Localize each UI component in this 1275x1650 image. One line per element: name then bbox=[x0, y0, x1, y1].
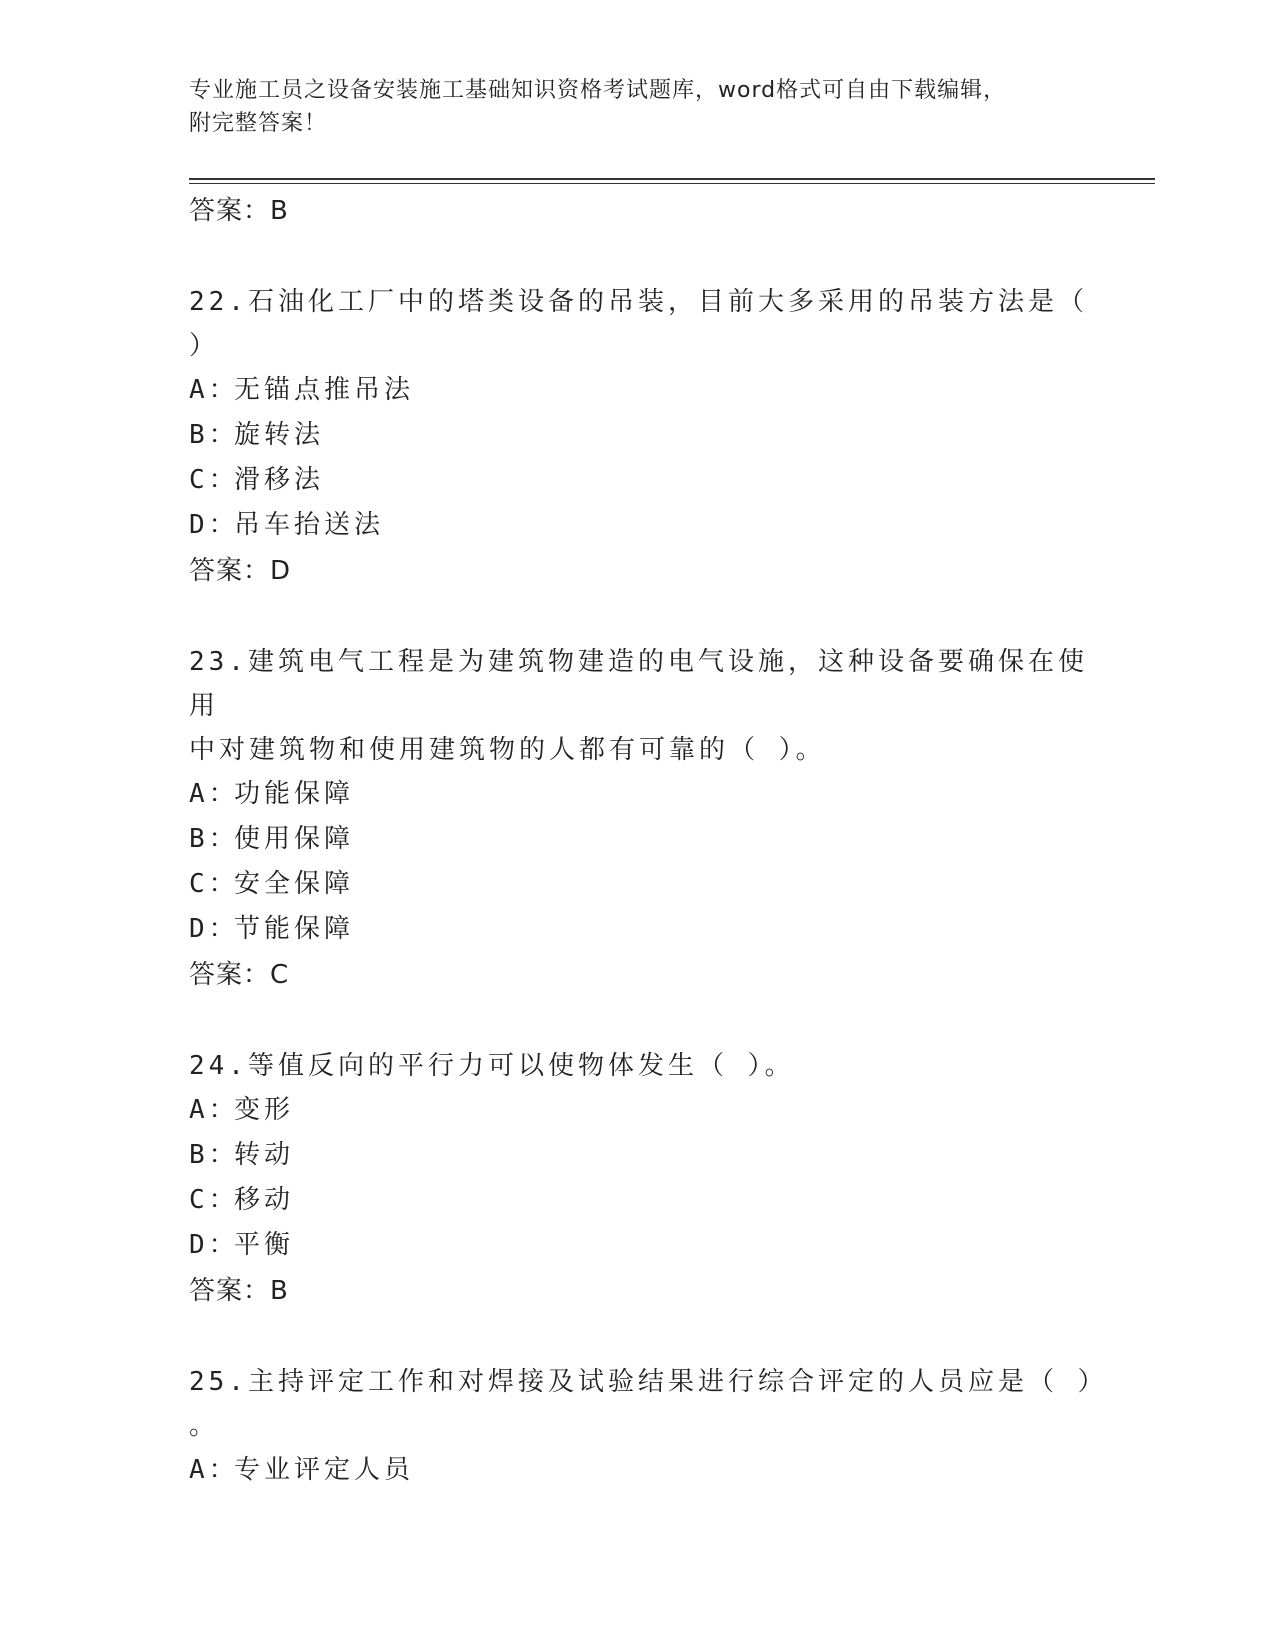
option-text: 滑移法 bbox=[234, 465, 325, 495]
option-d bbox=[189, 503, 1109, 548]
question-25 bbox=[189, 1360, 1109, 1493]
question-text-line-1: 22.石油化工厂中的塔类设备的吊装，目前大多采用的吊装方法是（ bbox=[189, 287, 1088, 317]
option-key: C： bbox=[189, 1185, 239, 1215]
header-divider bbox=[189, 178, 1155, 184]
option-a bbox=[189, 368, 1109, 413]
answer-label: 答案：D bbox=[189, 556, 292, 586]
question-text bbox=[189, 280, 1109, 368]
question-text bbox=[189, 640, 1109, 772]
question-text-line-1: 25.主持评定工作和对焊接及试验结果进行综合评定的人员应是（ ） bbox=[189, 1367, 1108, 1397]
question-text bbox=[189, 1360, 1109, 1448]
option-key: C： bbox=[189, 869, 239, 899]
option-key: A： bbox=[189, 1095, 239, 1125]
option-text: 专业评定人员 bbox=[234, 1455, 415, 1485]
option-text: 节能保障 bbox=[234, 914, 355, 944]
option-b bbox=[189, 1133, 1109, 1178]
option-key: D： bbox=[189, 510, 239, 540]
option-key: B： bbox=[189, 420, 239, 450]
question-text-line-2: ） bbox=[189, 331, 220, 361]
answer-label: 答案：B bbox=[189, 196, 289, 226]
question-text bbox=[189, 1044, 1109, 1088]
option-key: D： bbox=[189, 1230, 239, 1260]
option-a bbox=[189, 772, 1109, 817]
option-key: C： bbox=[189, 465, 239, 495]
option-b bbox=[189, 817, 1109, 862]
option-c bbox=[189, 1178, 1109, 1223]
question-text-line-1: 23.建筑电气工程是为建筑物建造的电气设施，这种设备要确保在使用 bbox=[189, 647, 1088, 721]
question-text-line-2: 。 bbox=[189, 1411, 220, 1441]
option-text: 移动 bbox=[234, 1185, 295, 1215]
question-text-line-2: 中对建筑物和使用建筑物的人都有可靠的（ ）。 bbox=[189, 735, 826, 765]
option-key: D： bbox=[189, 914, 239, 944]
header-line-1: 专业施工员之设备安装施工基础知识资格考试题库，word格式可自由下载编辑， bbox=[189, 78, 1007, 103]
option-key: A： bbox=[189, 779, 239, 809]
answer-label: 答案：C bbox=[189, 960, 290, 990]
option-a bbox=[189, 1088, 1109, 1133]
option-key: B： bbox=[189, 1140, 239, 1170]
option-key: A： bbox=[189, 1455, 239, 1485]
option-c bbox=[189, 458, 1109, 503]
question-22 bbox=[189, 280, 1109, 594]
option-c bbox=[189, 862, 1109, 907]
option-text: 无锚点推吊法 bbox=[234, 375, 415, 405]
question-23 bbox=[189, 640, 1109, 998]
answer-label: 答案：B bbox=[189, 1276, 289, 1306]
option-key: A： bbox=[189, 375, 239, 405]
option-d bbox=[189, 907, 1109, 952]
option-key: B： bbox=[189, 824, 239, 854]
question-text-line-1: 24.等值反向的平行力可以使物体发生（ ）。 bbox=[189, 1051, 795, 1081]
option-text: 安全保障 bbox=[234, 869, 355, 899]
document-header bbox=[189, 74, 1069, 140]
option-text: 功能保障 bbox=[234, 779, 355, 809]
question-24 bbox=[189, 1044, 1109, 1314]
header-line-2: 附完整答案！ bbox=[189, 111, 328, 136]
option-b bbox=[189, 413, 1109, 458]
option-text: 转动 bbox=[234, 1140, 295, 1170]
option-text: 旋转法 bbox=[234, 420, 325, 450]
option-text: 变形 bbox=[234, 1095, 295, 1125]
option-text: 平衡 bbox=[234, 1230, 295, 1260]
option-text: 使用保障 bbox=[234, 824, 355, 854]
option-a bbox=[189, 1448, 1109, 1493]
option-text: 吊车抬送法 bbox=[234, 510, 385, 540]
option-d bbox=[189, 1223, 1109, 1268]
question-list bbox=[189, 188, 1109, 1493]
